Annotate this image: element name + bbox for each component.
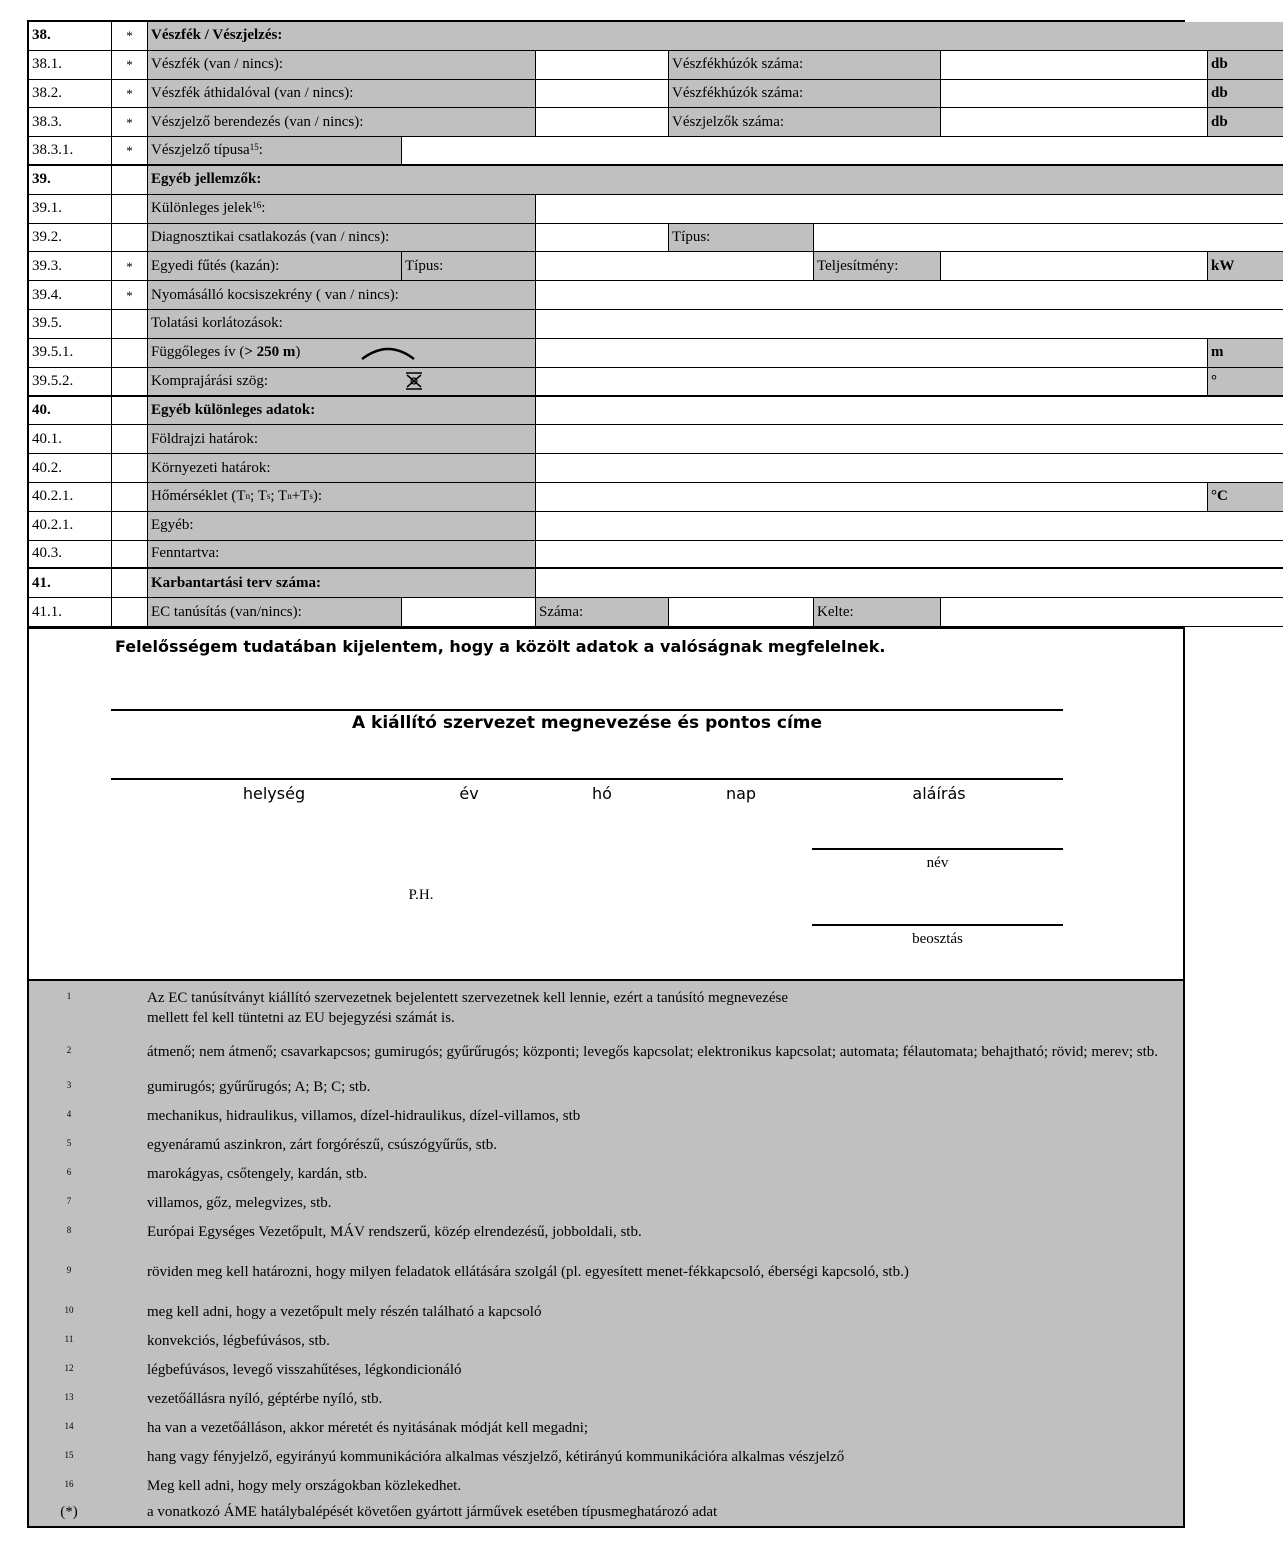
label-text: Komprajárási szög:: [151, 372, 269, 389]
position-line: [812, 924, 1063, 926]
row-number: 40.1.: [29, 425, 112, 454]
subscript: s: [309, 491, 313, 502]
section-heading: Egyéb különleges adatok:: [148, 397, 536, 426]
label-text: Különleges jelek: [151, 200, 253, 217]
value-input[interactable]: [536, 425, 1283, 454]
coupling-angle-icon: [403, 371, 425, 391]
data-table: [29, 22, 1235, 627]
value-input[interactable]: [536, 397, 1283, 426]
year-label: év: [459, 784, 479, 803]
unit-label: db: [1208, 80, 1283, 109]
label-text: ):: [312, 488, 323, 505]
footnote-text: gumirugós; gyűrűrugós; A; B; C; stb.: [147, 1079, 371, 1095]
section-heading: Vészfék / Vészjelzés:: [148, 22, 1283, 51]
required-marker: *: [112, 137, 148, 166]
count-label: Vészjelzők száma:: [669, 108, 941, 137]
footnote-number: 8: [66, 1225, 72, 1235]
field-label: Vészfék áthidalóval (van / nincs):: [148, 80, 536, 109]
label-suffix: :: [258, 142, 263, 159]
row-number: 39.: [29, 166, 112, 195]
footnote-text: hang vagy fényjelző, egyirányú kommunikációra alkalmas vészjelző, kétirányú kommunikációra alkalmas vészjelző: [147, 1449, 845, 1465]
unit-label: °: [1208, 368, 1283, 397]
footnote-number: 14: [64, 1421, 74, 1431]
value-input[interactable]: [536, 310, 1283, 339]
power-input[interactable]: [941, 252, 1208, 281]
date-input[interactable]: [941, 598, 1283, 627]
day-label: nap: [725, 784, 757, 803]
required-marker: [112, 195, 148, 224]
value-input[interactable]: [536, 569, 1283, 598]
field-label: Diagnosztikai csatlakozás (van / nincs):: [148, 224, 536, 253]
type-label: Típus:: [669, 224, 814, 253]
label-text: ; T: [250, 488, 267, 505]
row-number: 39.1.: [29, 195, 112, 224]
unit-label: °C: [1208, 483, 1283, 512]
power-label: Teljesítmény:: [814, 252, 941, 281]
field-label: Egyéb:: [148, 512, 536, 541]
unit-label: db: [1208, 108, 1283, 137]
field-label: Tolatási korlátozások:: [148, 310, 536, 339]
field-label: Nyomásálló kocsiszekrény ( van / nincs):: [148, 281, 536, 310]
required-marker: *: [112, 22, 148, 51]
field-label: Környezeti határok:: [148, 454, 536, 483]
label-end: ): [295, 344, 301, 361]
footnote-text: légbefúvásos, levegő visszahűtéses, légkondicionáló: [147, 1362, 462, 1378]
row-number: 39.3.: [29, 252, 112, 281]
type-input[interactable]: [536, 252, 814, 281]
footnote-number: 1: [66, 991, 72, 1001]
subscript: n: [287, 491, 292, 502]
footnote-number: 5: [66, 1138, 72, 1148]
month-label: hó: [592, 784, 612, 803]
footnote-number: 2: [66, 1045, 72, 1055]
value-input[interactable]: [536, 541, 1283, 570]
field-label: Fenntartva:: [148, 541, 536, 570]
required-marker: *: [112, 108, 148, 137]
row-number: 40.2.1.: [29, 483, 112, 512]
org-line: [111, 709, 1063, 711]
footnote-text: átmenő; nem átmenő; csavarkapcsos; gumirugós; gyűrűrugós; központi; levegős kapcsolat; elektronikus kapcsolat; automata; félautomata; behajtható; rövid; merev; stb.: [147, 1044, 1158, 1060]
footnote-number: 3: [66, 1080, 72, 1090]
required-marker: [112, 368, 148, 397]
footnote-number: 11: [64, 1334, 74, 1344]
date-label: Kelte:: [814, 598, 941, 627]
footnote-text: Az EC tanúsítványt kiállító szervezetnek bejelentett szervezetnek kell lennie, ezért a tanúsító megnevezése mellett fel kell tüntetni az EU bejegyzési számát is.: [147, 990, 788, 1026]
label-suffix: :: [261, 200, 266, 217]
count-input[interactable]: [941, 51, 1208, 80]
footnote-text: villamos, gőz, melegvizes, stb.: [147, 1195, 332, 1211]
footnote-text: konvekciós, légbefúvásos, stb.: [147, 1333, 330, 1349]
field-label: Különleges jelek $^{16}$ :: [148, 195, 536, 224]
number-input[interactable]: [669, 598, 814, 627]
footnote-number: 10: [64, 1305, 74, 1315]
row-number: 39.5.1.: [29, 339, 112, 368]
row-number: 39.4.: [29, 281, 112, 310]
label-text: Hőmérséklet (T: [151, 488, 246, 505]
position-label: beosztás: [912, 931, 963, 947]
value-input[interactable]: [402, 598, 536, 627]
unit-label: kW: [1208, 252, 1283, 281]
field-label: Vészjelző típusa $^{15}$ :: [148, 137, 402, 166]
footnote-number: 16: [64, 1479, 74, 1489]
row-number: 41.: [29, 569, 112, 598]
row-number: 38.3.1.: [29, 137, 112, 166]
footnote-number: (*): [60, 1504, 78, 1520]
footnote-text: ha van a vezetőálláson, akkor méretét és nyitásának módját kell megadni;: [147, 1420, 589, 1436]
required-marker: [112, 512, 148, 541]
required-marker: [112, 598, 148, 627]
stamp-label: P.H.: [408, 887, 434, 903]
required-marker: [112, 397, 148, 426]
footnote-text: marokágyas, csőtengely, kardán, stb.: [147, 1166, 368, 1182]
footnote-number: 13: [64, 1392, 74, 1402]
footnote-number: 9: [66, 1265, 72, 1275]
value-input[interactable]: [536, 108, 669, 137]
count-input[interactable]: [941, 80, 1208, 109]
field-label: Egyedi fűtés (kazán):: [148, 252, 402, 281]
footnote-number: 6: [66, 1167, 72, 1177]
required-marker: [112, 310, 148, 339]
field-label: Földrajzi határok:: [148, 425, 536, 454]
footnote-text: a vonatkozó ÁME hatálybalépését követően gyártott járművek esetében típusmeghatározó adat: [147, 1504, 718, 1520]
row-number: 38.2.: [29, 80, 112, 109]
label-bold: > 250 m: [244, 344, 296, 361]
name-line: [812, 848, 1063, 850]
footnote-text: mechanikus, hidraulikus, villamos, dízel-hidraulikus, dízel-villamos, stb: [147, 1108, 581, 1124]
number-label: Száma:: [536, 598, 669, 627]
label-text: Vészjelző típusa: [151, 142, 250, 159]
required-marker: *: [112, 252, 148, 281]
name-label: név: [926, 855, 949, 871]
footnote-text: röviden meg kell határozni, hogy milyen feladatok ellátására szolgál (pl. egyesített menet-fékkapcsoló, éberségi kapcsoló, stb.): [147, 1264, 909, 1280]
place-date-line: [111, 778, 1063, 780]
value-input[interactable]: [536, 195, 1283, 224]
value-input[interactable]: [536, 512, 1283, 541]
required-marker: [112, 425, 148, 454]
footnote-number: 12: [64, 1363, 74, 1373]
footnote-text: vezetőállásra nyíló, géptérbe nyíló, stb.: [147, 1391, 383, 1407]
row-number: 39.5.2.: [29, 368, 112, 397]
value-input[interactable]: [536, 51, 669, 80]
footnote-number: 4: [66, 1109, 72, 1119]
row-number: 38.3.: [29, 108, 112, 137]
row-number: 39.5.: [29, 310, 112, 339]
label-text: Függőleges ív (: [151, 344, 245, 361]
footnote-text: Meg kell adni, hogy mely országokban közlekedhet.: [147, 1478, 462, 1494]
required-marker: *: [112, 80, 148, 109]
type-input[interactable]: [814, 224, 1283, 253]
row-number: 39.2.: [29, 224, 112, 253]
value-input[interactable]: [536, 454, 1283, 483]
label-text: +T: [291, 488, 310, 505]
field-label: Vészfék (van / nincs):: [148, 51, 536, 80]
required-marker: [112, 483, 148, 512]
count-label: Vészfékhúzók száma:: [669, 51, 941, 80]
vertical-arc-icon: [360, 345, 416, 361]
type-label: Típus:: [402, 252, 536, 281]
unit-label: db: [1208, 51, 1283, 80]
required-marker: [112, 569, 148, 598]
field-label: [148, 368, 536, 397]
section-heading: Egyéb jellemzők:: [148, 166, 1283, 195]
declaration-statement: Felelősségem tudatában kijelentem, hogy a közölt adatok a valóságnak megfelelnek.: [115, 637, 886, 656]
field-label: EC tanúsítás (van/nincs):: [148, 598, 402, 627]
declaration-section: [29, 627, 1183, 981]
value-input[interactable]: [536, 224, 669, 253]
count-label: Vészfékhúzók száma:: [669, 80, 941, 109]
subscript: s: [266, 491, 271, 502]
row-number: 40.: [29, 397, 112, 426]
value-input[interactable]: [536, 483, 1208, 512]
required-marker: [112, 454, 148, 483]
value-input[interactable]: [536, 339, 1208, 368]
required-marker: [112, 541, 148, 570]
signature-label: aláírás: [912, 784, 966, 803]
footnote-number: 15: [64, 1450, 74, 1460]
required-marker: *: [112, 281, 148, 310]
value-input[interactable]: [536, 80, 669, 109]
unit-label: m: [1208, 339, 1283, 368]
place-label: helység: [242, 784, 306, 803]
row-number: 38.: [29, 22, 112, 51]
row-number: 40.2.1.: [29, 512, 112, 541]
value-input[interactable]: [536, 281, 1283, 310]
count-input[interactable]: [941, 108, 1208, 137]
footnotes-section: [29, 981, 1183, 1526]
footnote-text: meg kell adni, hogy a vezetőpult mely részén található a kapcsoló: [147, 1304, 542, 1320]
section-heading: Karbantartási terv száma:: [148, 569, 536, 598]
value-input[interactable]: [536, 368, 1208, 397]
required-marker: *: [112, 51, 148, 80]
row-number: 40.3.: [29, 541, 112, 570]
subscript: n: [245, 491, 251, 502]
row-number: 41.1.: [29, 598, 112, 627]
required-marker: [112, 224, 148, 253]
footnote-number: 7: [66, 1196, 72, 1206]
form-page: [27, 20, 1235, 1528]
value-input[interactable]: [402, 137, 1283, 166]
footnote-text: egyenáramú aszinkron, zárt forgórészű, csúszógyűrűs, stb.: [147, 1137, 498, 1153]
field-label: Vészjelző berendezés (van / nincs):: [148, 108, 536, 137]
field-label: [148, 339, 536, 368]
required-marker: [112, 166, 148, 195]
label-text: ; T: [270, 488, 288, 505]
field-label: [148, 483, 536, 512]
org-label: A kiállító szervezet megnevezése és pontos címe: [351, 713, 823, 733]
required-marker: [112, 339, 148, 368]
row-number: 38.1.: [29, 51, 112, 80]
row-number: 40.2.: [29, 454, 112, 483]
footnote-text: Európai Egységes Vezetőpult, MÁV rendszerű, közép elrendezésű, jobboldali, stb.: [147, 1224, 642, 1240]
